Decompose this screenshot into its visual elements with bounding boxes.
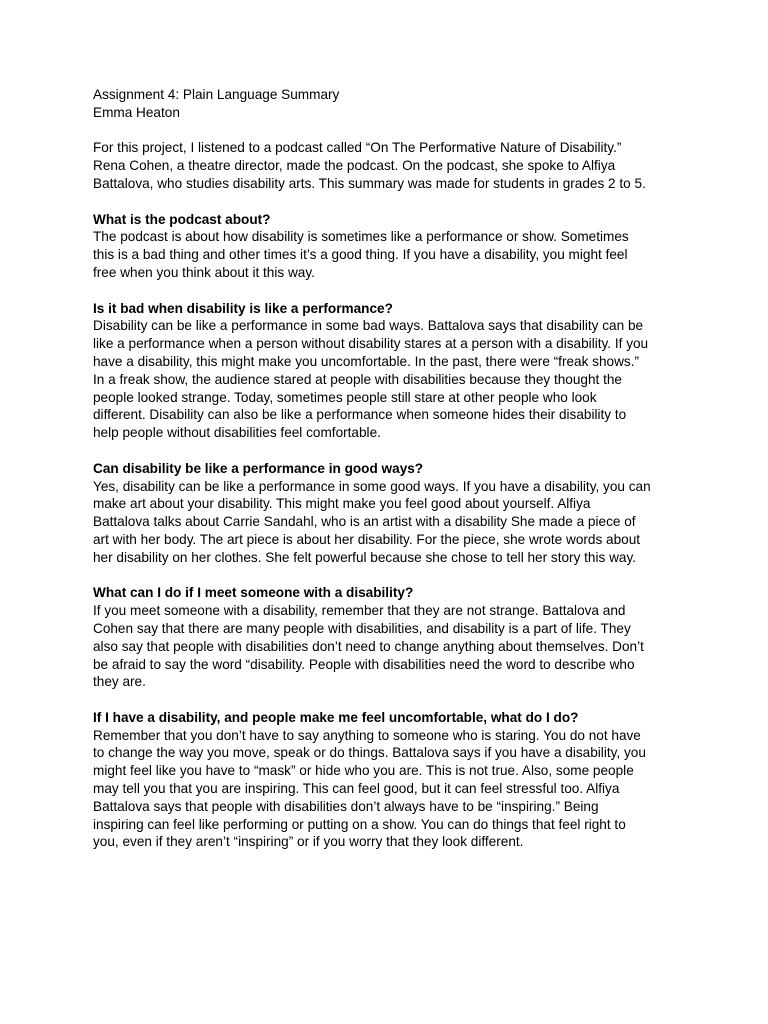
paragraph-line: inspiring can feel like performing or putting on a show. You can do things that feel right to bbox=[93, 816, 626, 832]
section-meet-someone bbox=[93, 584, 708, 691]
paragraph-line: art with her body. The art piece is about her disability. For the piece, she wrote words about bbox=[93, 531, 641, 547]
paragraph-line: like a performance when a person without disability stares at a person with a disability. If you bbox=[93, 336, 649, 352]
paragraph-line: be afraid to say the word “disability. People with disabilities need the word to describe who bbox=[93, 656, 635, 672]
paragraph-line: Battalova talks about Carrie Sandahl, who is an artist with a disability She made a piece of bbox=[93, 514, 636, 530]
section-bad-performance bbox=[93, 300, 708, 442]
paragraph-line: If you meet someone with a disability, remember that they are not strange. Battalova and bbox=[93, 603, 626, 619]
paragraph-line: may tell you that you are inspiring. This can feel good, but it can feel stressful too. Alfiya bbox=[93, 781, 620, 797]
section-heading: Can disability be like a performance in good ways? bbox=[93, 460, 424, 476]
paragraph-line: free when you think about it this way. bbox=[93, 264, 315, 280]
paragraph-line: different. Disability can also be like a performance when someone hides their disability to bbox=[93, 407, 627, 423]
section-good-performance bbox=[93, 460, 708, 567]
paragraph-line: Cohen say that there are many people with disabilities, and disability is a part of life. They bbox=[93, 620, 631, 636]
section-heading: What is the podcast about? bbox=[93, 211, 271, 227]
section-heading: Is it bad when disability is like a performance? bbox=[93, 300, 393, 316]
paragraph-line: For this project, I listened to a podcast called “On The Performative Nature of Disability.” bbox=[93, 140, 622, 156]
paragraph-line: also say that people with disabilities don’t need to change anything about themselves. Don’t bbox=[93, 638, 644, 654]
paragraph-line: help people without disabilities feel comfortable. bbox=[93, 425, 381, 441]
paragraph-line: Yes, disability can be like a performance in some good ways. If you have a disability, you can bbox=[93, 478, 651, 494]
paragraph-line: make art about your disability. This might make you feel good about yourself. Alfiya bbox=[93, 496, 591, 512]
paragraph-line: Disability can be like a performance in some bad ways. Battalova says that disability can be bbox=[93, 318, 644, 334]
paragraph-line: to change the way you move, speak or do things. Battalova says if you have a disability, you bbox=[93, 745, 646, 761]
section-feel-uncomfortable bbox=[93, 709, 708, 851]
intro-paragraph bbox=[93, 139, 708, 192]
paragraph-line: Battalova, who studies disability arts. This summary was made for students in grades 2 to 5. bbox=[93, 175, 646, 191]
paragraph-line: The podcast is about how disability is sometimes like a performance or show. Sometimes bbox=[93, 229, 629, 245]
paragraph-line: have a disability, this might make you uncomfortable. In the past, there were “freak shows.” bbox=[93, 353, 640, 369]
section-heading: If I have a disability, and people make me feel uncomfortable, what do I do? bbox=[93, 709, 579, 725]
paragraph-line: her disability on her clothes. She felt powerful because she chose to tell her story this way. bbox=[93, 549, 637, 565]
section-podcast-about bbox=[93, 211, 708, 282]
paragraph-line: this is a bad thing and other times it’s a good thing. If you have a disability, you might feel bbox=[93, 247, 628, 263]
paragraph-line: people looked strange. Today, sometimes people still stare at other people who look bbox=[93, 389, 597, 405]
section-heading: What can I do if I meet someone with a disability? bbox=[93, 585, 414, 601]
paragraph-line: Remember that you don’t have to say anything to someone who is staring. You do not have bbox=[93, 727, 641, 743]
paragraph-line: they are. bbox=[93, 674, 146, 690]
paragraph-line: In a freak show, the audience stared at people with disabilities because they thought the bbox=[93, 371, 622, 387]
author-name: Emma Heaton bbox=[93, 104, 180, 120]
paragraph-line: Battalova says that people with disabilities don’t always have to be “inspiring.” Being bbox=[93, 798, 599, 814]
paragraph-line: you, even if they aren’t “inspiring” or if you worry that they look different. bbox=[93, 834, 524, 850]
document-title: Assignment 4: Plain Language Summary bbox=[93, 87, 340, 102]
paragraph-line: might feel like you have to “mask” or hide who you are. This is not true. Also, some people bbox=[93, 763, 634, 779]
paragraph-line: Rena Cohen, a theatre director, made the podcast. On the podcast, she spoke to Alfiya bbox=[93, 158, 616, 174]
